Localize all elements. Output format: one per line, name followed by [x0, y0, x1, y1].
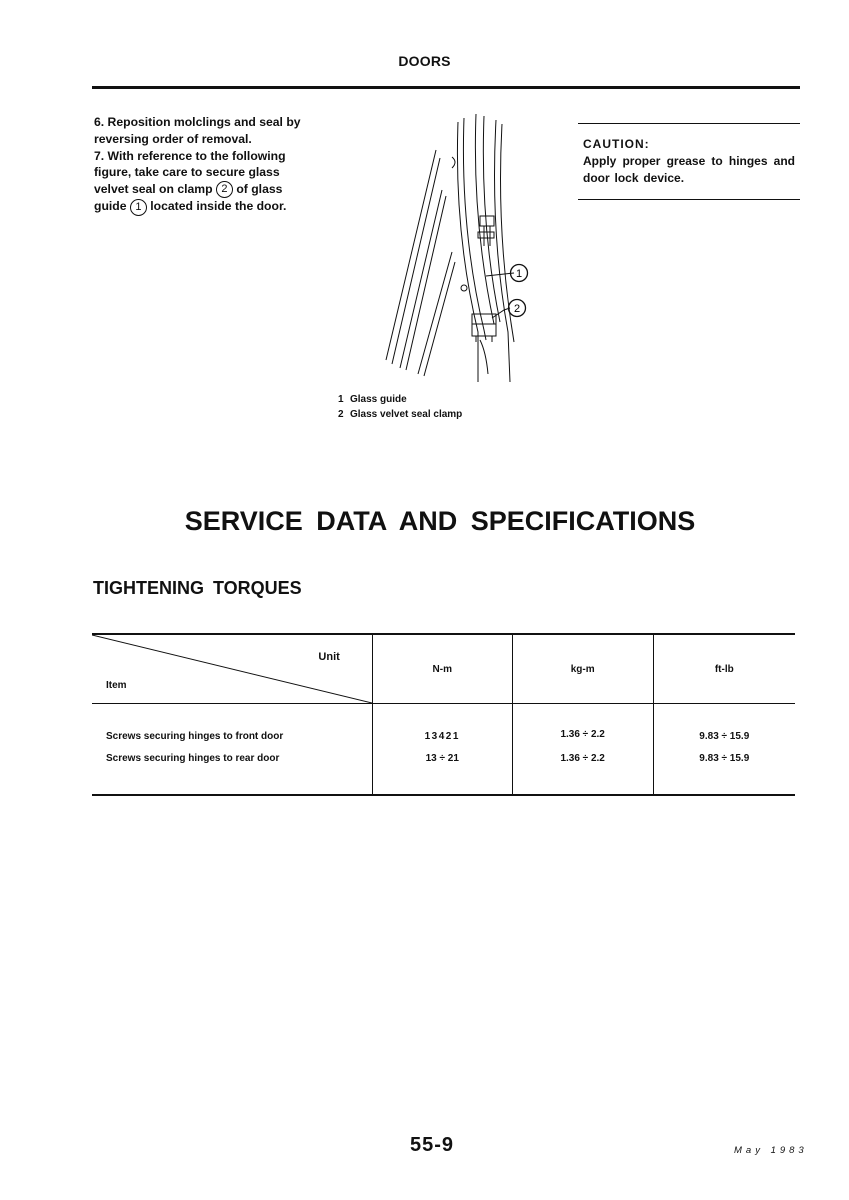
door-glass-guide-figure — [380, 112, 540, 387]
legend-text: Glass guide — [350, 394, 407, 405]
service-data-title: SERVICE DATA AND SPECIFICATIONS — [184, 506, 696, 536]
callout-1-label: 1 — [515, 268, 523, 280]
row-ftlb: 9.83 ÷ 15.9 — [653, 746, 795, 795]
legend-num: 2 — [338, 409, 344, 420]
row-kgm: 1.36 ÷ 2.2 — [512, 746, 653, 795]
item-label: Item — [106, 680, 127, 691]
table-header-row — [92, 634, 795, 704]
torque-table — [92, 633, 795, 796]
instruction-steps — [94, 114, 310, 216]
page-number: 55-9 — [410, 1134, 455, 1156]
step-7 — [94, 148, 310, 216]
row-item: Screws securing hinges to front door — [106, 730, 284, 742]
column-header-ftlb: ft-lb — [653, 634, 795, 704]
guide-callout-ref: 1 — [130, 199, 147, 216]
column-header-nm: N-m — [372, 634, 512, 704]
legend-item — [338, 392, 462, 407]
figure-legend — [338, 392, 462, 422]
legend-text: Glass velvet seal clamp — [350, 409, 463, 420]
step-7-text-b: of glass guide — [94, 182, 283, 214]
unit-item-header-cell — [92, 634, 372, 704]
revision-date: May 1983 — [734, 1145, 808, 1156]
tightening-torques-title: TIGHTENING TORQUES — [93, 578, 302, 598]
page-header-title: DOORS — [398, 53, 451, 69]
caution-box — [578, 123, 800, 200]
step-7-text-a: 7. With reference to the following figure, take care to secure glass velvet seal on clamp — [94, 148, 286, 197]
row-ftlb: 9.83 ÷ 15.9 — [653, 704, 795, 746]
step-6: 6. Reposition molclings and seal by reversing order of removal. — [94, 115, 301, 146]
row-item: Screws securing hinges to rear door — [92, 746, 372, 795]
caution-title: CAUTION: — [583, 137, 650, 151]
caution-body: Apply proper grease to hinges and door lock device. — [583, 154, 795, 185]
table-row — [92, 746, 795, 795]
row-kgm: 1.36 ÷ 2.2 — [512, 704, 653, 746]
clamp-callout-ref: 2 — [216, 181, 233, 198]
row-nm: 13421 — [372, 704, 512, 746]
header-rule — [92, 86, 800, 89]
callout-2-label: 2 — [513, 303, 521, 315]
header-diagonal — [92, 635, 372, 703]
unit-label: Unit — [318, 651, 340, 663]
row-nm: 13 ÷ 21 — [372, 746, 512, 795]
table-row — [92, 704, 795, 746]
legend-num: 1 — [338, 394, 344, 405]
legend-item — [338, 407, 462, 422]
step-7-text-c: located inside the door. — [150, 199, 287, 214]
column-header-kgm: kg-m — [512, 634, 653, 704]
